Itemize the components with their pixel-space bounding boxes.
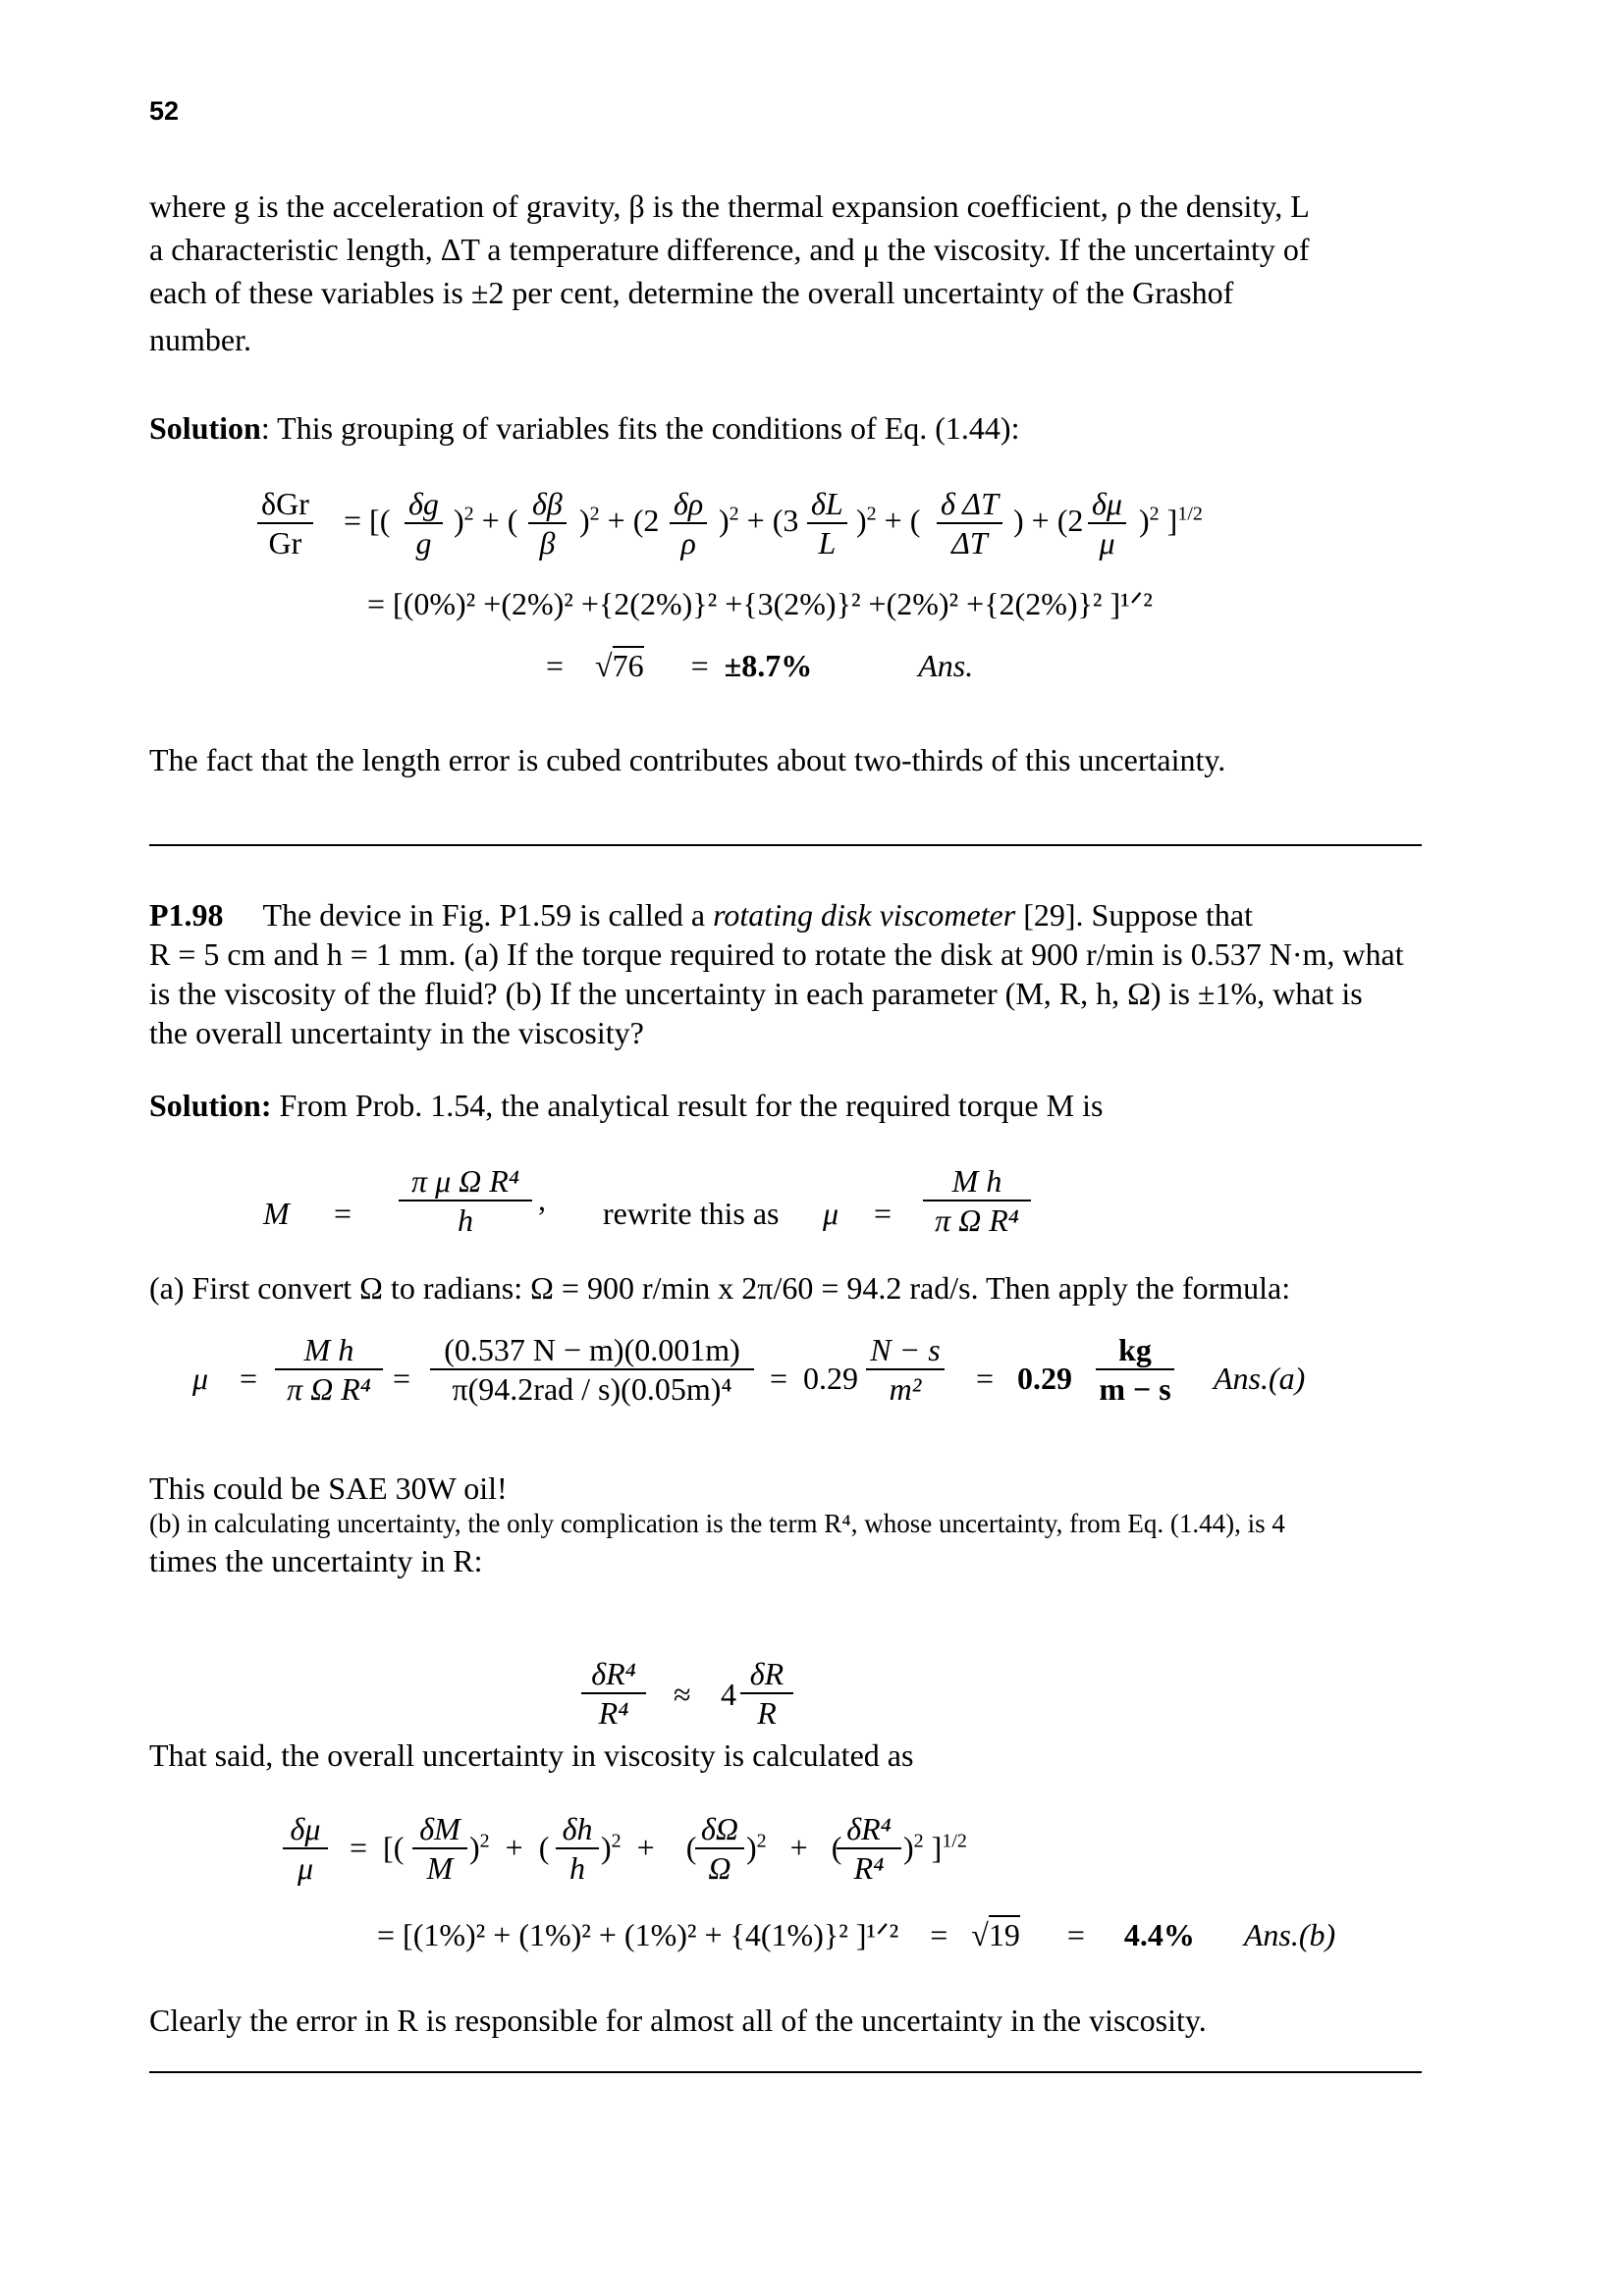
solution1-label: Solution (149, 410, 261, 446)
part-b-line1: (b) in calculating uncertainty, the only complication is the term R⁴, whose uncertainty, from Eq. (1.44), is 4 (149, 1509, 1285, 1538)
eq2-frac-viscosity: $\frac{\text{M h}}{\text{π Ω R⁴}}$ (923, 1162, 1031, 1239)
solution1-text: : This grouping of variables fits the conditions of Eq. (1.44): (260, 410, 1020, 446)
eq1-lhs-den: Gr (268, 525, 302, 561)
divider-2 (149, 2071, 1422, 2073)
eq1-frac-g: $\frac{\delta g}{g}$ (405, 485, 443, 561)
p198-line1: P1.98 The device in Fig. P1.59 is called a rotating disk viscometer [29]. Suppose that (149, 897, 1253, 933)
part-b-line2: times the uncertainty in R: (149, 1543, 483, 1578)
p198-line4: the overall uncertainty in the viscosity? (149, 1015, 644, 1050)
p198-label: P1.98 (149, 897, 224, 933)
eq2-frac-torque: $\frac{\text{π μ Ω R⁴}}{h}$ (399, 1162, 532, 1239)
final-remark: Clearly the error in R is responsible for almost all of the uncertainty in the viscosity. (149, 2002, 1207, 2038)
para1-line3: each of these variables is ±2 per cent, determine the overall uncertainty of the Grashof (149, 275, 1234, 310)
para2: The fact that the length error is cubed contributes about two-thirds of this uncertainty. (149, 742, 1226, 777)
solution2: Solution: From Prob. 1.54, the analytical result for the required torque M is (149, 1088, 1104, 1123)
para1-line2: a characteristic length, ΔT a temperature difference, and μ the viscosity. If the uncertainty of (149, 232, 1310, 267)
eq1-frac-mu: $\frac{\delta\mu}{\mu}$ (1088, 485, 1126, 561)
eq5-line2: = [(1%)² + (1%)² + (1%)² + {4(1%)}² ]¹ᐟ² = √19 = 4.4% Ans.(b) (377, 1917, 1336, 1952)
eq1-frac-rho: $\frac{\delta\rho}{\rho}$ (670, 485, 707, 561)
para1-line4: number. (149, 322, 251, 357)
eq1-line3: = √76 = ±8.7% Ans. (546, 648, 974, 683)
divider-1 (149, 844, 1422, 846)
p198-line2: R = 5 cm and h = 1 mm. (a) If the torque required to rotate the disk at 900 r/min is 0.537 N·m, what (149, 936, 1404, 972)
eq1-lhs-fraction (257, 485, 313, 561)
para1-line1: where g is the acceleration of gravity, β is the thermal expansion coefficient, ρ the density, L (149, 188, 1310, 224)
sae-remark: This could be SAE 30W oil! (149, 1470, 508, 1506)
eq1-equals-bracket: = [( (344, 503, 391, 538)
part-a-conversion: (a) First convert Ω to radians: Ω = 900 r/min x 2π/60 = 94.2 rad/s. Then apply the formula: (149, 1270, 1291, 1306)
page-number: 52 (149, 96, 180, 126)
eq1-lhs-num: δGr (257, 485, 313, 524)
eq1-frac-dT: $\frac{\text{δ ΔT}}{\Delta T}$ (937, 485, 1002, 561)
eq1-line2: = [(0%)² +(2%)² +{2(2%)}² +{3(2%)}² +(2%)² +{2(2%)}² ]¹ᐟ² (367, 586, 1153, 621)
eq1-frac-L: $\frac{\delta L}{L}$ (807, 485, 847, 561)
that-said: That said, the overall uncertainty in viscosity is calculated as (149, 1737, 914, 1773)
eq1-frac-beta: $\frac{\delta\beta}{\beta}$ (528, 485, 567, 561)
solution1 (149, 406, 1019, 450)
p198-line3: is the viscosity of the fluid? (b) If the uncertainty in each parameter (M, R, h, Ω) is ±1%, what is (149, 976, 1363, 1011)
